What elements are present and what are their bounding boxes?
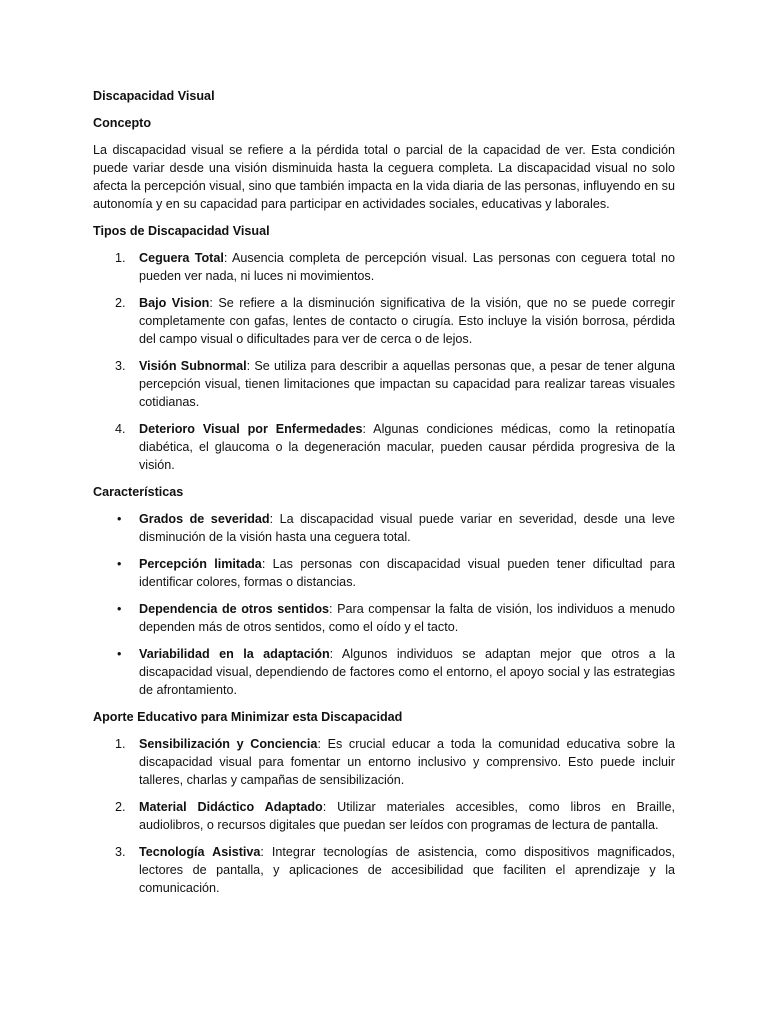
list-term: Sensibilización y Conciencia — [139, 737, 318, 751]
list-term: Variabilidad en la adaptación — [139, 647, 330, 661]
bullet-marker: • — [117, 557, 122, 571]
characteristics-heading: Características — [93, 485, 184, 499]
bullet-marker: • — [117, 602, 122, 616]
list-marker: 1. — [115, 251, 126, 265]
concept-paragraph: La discapacidad visual se refiere a la pérdida total o parcial de la capacidad de ver. Esta condición puede variar desde una visión disminuida hasta la ceguera completa. La discapacidad visual no solo afecta la percepción visual, sino que también impacta en la vida diaria de las personas, influyendo en su autonomía y en su capacidad para participar en actividades sociales, educativas y laborales. — [93, 143, 675, 211]
list-term: Grados de severidad — [139, 512, 270, 526]
list-marker: 1. — [115, 737, 126, 751]
list-text: : Algunos individuos se adaptan mejor que otros a la discapacidad visual, dependiendo de factores como el entorno, el apoyo social y las estrategias de afrontamiento. — [139, 647, 675, 697]
list-term: Bajo Vision — [139, 296, 210, 310]
education-list — [93, 735, 675, 897]
list-marker: 2. — [115, 296, 126, 310]
list-item — [93, 294, 675, 348]
list-text: : Las personas con discapacidad visual pueden tener dificultad para identificar colores, formas o distancias. — [139, 557, 675, 589]
list-item — [93, 555, 675, 591]
document-title: Discapacidad Visual — [93, 89, 215, 103]
document-page — [93, 87, 675, 906]
characteristics-list — [93, 510, 675, 699]
list-item — [93, 645, 675, 699]
list-marker: 3. — [115, 359, 126, 373]
list-marker: 2. — [115, 800, 126, 814]
list-item — [93, 510, 675, 546]
list-text: : Se refiere a la disminución significativa de la visión, que no se puede corregir completamente con gafas, lentes de contacto o cirugía. Esto incluye la visión borrosa, pérdida del campo visual o dificultades para ver de cerca o de lejos. — [139, 296, 675, 346]
education-heading: Aporte Educativo para Minimizar esta Discapacidad — [93, 710, 403, 724]
list-item — [93, 420, 675, 474]
types-heading: Tipos de Discapacidad Visual — [93, 224, 270, 238]
list-item — [93, 735, 675, 789]
bullet-marker: • — [117, 512, 122, 526]
types-list — [93, 249, 675, 474]
list-text: : Es crucial educar a toda la comunidad educativa sobre la discapacidad visual para fomentar un entorno inclusivo y comprensivo. Esto puede incluir talleres, charlas y campañas de sensibilización. — [139, 737, 675, 787]
list-term: Percepción limitada — [139, 557, 262, 571]
list-term: Dependencia de otros sentidos — [139, 602, 330, 616]
list-term: Tecnología Asistiva — [139, 845, 261, 859]
list-text: : La discapacidad visual puede variar en severidad, desde una leve disminución de la visión hasta una ceguera total. — [139, 512, 676, 544]
list-marker: 4. — [115, 422, 126, 436]
list-text: : Integrar tecnologías de asistencia, como dispositivos magnificados, lectores de pantalla, y aplicaciones de accesibilidad que faciliten el aprendizaje y la comunicación. — [139, 845, 675, 895]
list-term: Deterioro Visual por Enfermedades — [139, 422, 363, 436]
list-text: : Utilizar materiales accesibles, como libros en Braille, audiolibros, o recursos digitales que puedan ser leídos con programas de lectura de pantalla. — [139, 800, 675, 832]
list-term: Ceguera Total — [139, 251, 224, 265]
list-item — [93, 249, 675, 285]
list-text: : Ausencia completa de percepción visual. Las personas con ceguera total no pueden ver nada, ni luces ni movimientos. — [139, 251, 675, 283]
list-item — [93, 357, 675, 411]
list-term: Material Didáctico Adaptado — [139, 800, 323, 814]
list-text: : Se utiliza para describir a aquellas personas que, a pesar de tener alguna percepción visual, tienen limitaciones que impactan su capacidad para realizar tareas visuales cotidianas. — [139, 359, 675, 409]
bullet-marker: • — [117, 647, 122, 661]
list-term: Visión Subnormal — [139, 359, 247, 373]
concept-heading: Concepto — [93, 116, 152, 130]
list-item — [93, 843, 675, 897]
list-item — [93, 600, 675, 636]
list-marker: 3. — [115, 845, 126, 859]
list-item — [93, 798, 675, 834]
list-text: : Para compensar la falta de visión, los individuos a menudo dependen más de otros sentidos, como el oído y el tacto. — [139, 602, 675, 634]
list-text: : Algunas condiciones médicas, como la retinopatía diabética, el glaucoma o la degeneración macular, pueden causar pérdida progresiva de la visión. — [139, 422, 675, 472]
